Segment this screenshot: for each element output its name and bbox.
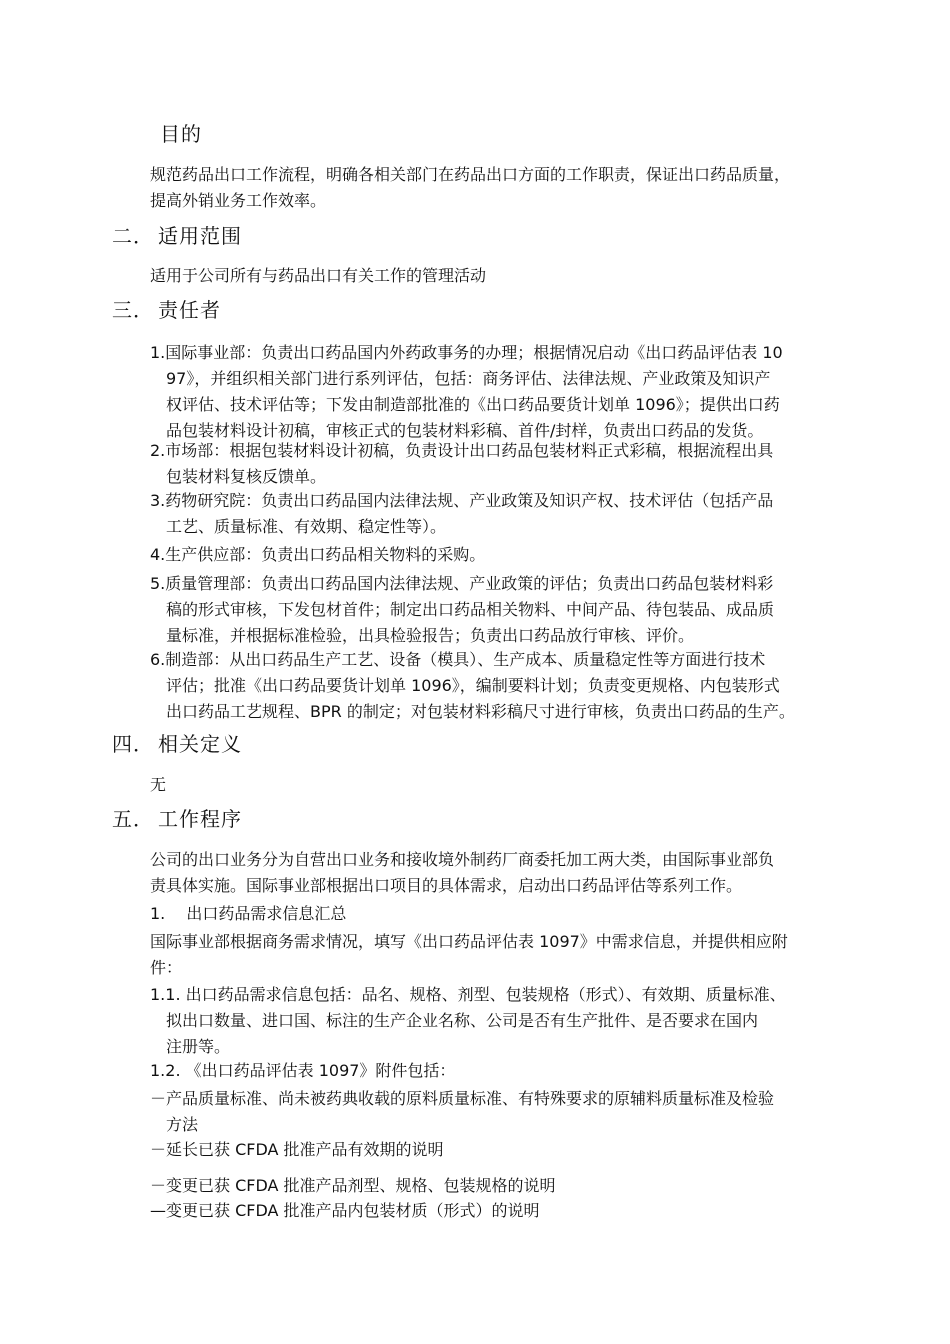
subsection-body bbox=[150, 929, 788, 981]
responsibility-item-4 bbox=[150, 542, 485, 568]
section-number: 五． bbox=[112, 807, 154, 831]
paragraph-line: 适用于公司所有与药品出口有关工作的管理活动 bbox=[150, 266, 487, 285]
attachment-bullet: －变更已获 CFDA 批准产品剂型、规格、包装规格的说明 bbox=[150, 1176, 556, 1195]
section-heading-procedure bbox=[112, 805, 242, 833]
paragraph-line: 评估；批准《出口药品要货计划单 1096》，编制要料计划；负责变更规格、内包装形式 bbox=[166, 676, 780, 695]
section-title: 适用范围 bbox=[158, 224, 242, 248]
responsibility-item-3 bbox=[150, 488, 773, 540]
section-title: 责任者 bbox=[158, 298, 221, 322]
responsibility-item-5 bbox=[150, 571, 774, 649]
section-heading-purpose bbox=[160, 120, 202, 148]
paragraph-line: 权评估、技术评估等；下发由制造部批准的《出口药品要货计划单 1096》；提供出口药 bbox=[166, 395, 780, 414]
paragraph-line: 97》，并组织相关部门进行系列评估，包括：商务评估、法律法规、产业政策及知识产 bbox=[166, 369, 771, 388]
paragraph-line: 品包装材料设计初稿，审核正式的包装材料彩稿、首件/封样，负责出口药品的发货。 bbox=[166, 421, 764, 440]
paragraph-line: 5.质量管理部：负责出口药品国内法律法规、产业政策的评估；负责出口药品包装材料彩 bbox=[150, 574, 774, 593]
paragraph-line: 提高外销业务工作效率。 bbox=[150, 191, 327, 210]
paragraph-line: 出口药品工艺规程、BPR 的制定；对包装材料彩稿尺寸进行审核，负责出口药品的生产。 bbox=[166, 702, 795, 721]
section-number: 二． bbox=[112, 224, 154, 248]
section-heading-scope bbox=[112, 222, 242, 250]
section-number: 三． bbox=[112, 298, 154, 322]
paragraph-line: 4.生产供应部：负责出口药品相关物料的采购。 bbox=[150, 545, 486, 564]
item-1-2: 1.2. 《出口药品评估表 1097》附件包括： bbox=[150, 1061, 456, 1080]
paragraph-line: 无 bbox=[150, 775, 167, 794]
section-title: 目的 bbox=[160, 122, 202, 146]
paragraph-line: 注册等。 bbox=[166, 1037, 231, 1056]
item-1-1 bbox=[150, 982, 786, 1060]
section-heading-responsibility bbox=[112, 296, 221, 324]
section-title: 工作程序 bbox=[158, 807, 242, 831]
section-body bbox=[150, 162, 790, 214]
paragraph-line: 6.制造部：从出口药品生产工艺、设备（模具）、生产成本、质量稳定性等方面进行技术 bbox=[150, 650, 766, 669]
paragraph-line: 拟出口数量、进口国、标注的生产企业名称、公司是否有生产批件、是否要求在国内 bbox=[166, 1011, 759, 1030]
paragraph-line: 稿的形式审核，下发包材首件；制定出口药品相关物料、中间产品、待包装品、成品质 bbox=[166, 600, 775, 619]
paragraph-line: 1.国际事业部：负责出口药品国内外药政事务的办理；根据情况启动《出口药品评估表 10 bbox=[150, 343, 783, 362]
paragraph-line: 国际事业部根据商务需求情况，填写《出口药品评估表 1097》中需求信息，并提供相应附 bbox=[150, 932, 788, 951]
attachment-bullet: —变更已获 CFDA 批准产品内包装材质（形式）的说明 bbox=[150, 1201, 540, 1220]
paragraph-line: －产品质量标准、尚未被药典收载的原料质量标准、有特殊要求的原辅料质量标准及检验 bbox=[150, 1089, 775, 1108]
section-heading-definitions bbox=[112, 730, 242, 758]
attachment-bullet bbox=[150, 1086, 774, 1138]
responsibility-item-2 bbox=[150, 438, 773, 490]
responsibility-item-1 bbox=[150, 340, 783, 444]
section-body bbox=[150, 772, 166, 798]
section-number: 四． bbox=[112, 732, 154, 756]
paragraph-line: 量标准，并根据标准检验，出具检验报告；负责出口药品放行审核、评价。 bbox=[166, 626, 695, 645]
paragraph-line: 3.药物研究院：负责出口药品国内法律法规、产业政策及知识产权、技术评估（包括产品 bbox=[150, 491, 774, 510]
paragraph-line: 规范药品出口工作流程，明确各相关部门在药品出口方面的工作职责，保证出口药品质量， bbox=[150, 165, 791, 184]
paragraph-line: 责具体实施。国际事业部根据出口项目的具体需求，启动出口药品评估等系列工作。 bbox=[150, 876, 743, 895]
paragraph-line: 工艺、质量标准、有效期、稳定性等）。 bbox=[166, 517, 447, 536]
paragraph-line: 1.1. 出口药品需求信息包括：品名、规格、剂型、包装规格（形式）、有效期、质量标准、 bbox=[150, 985, 786, 1004]
paragraph-line: 2.市场部：根据包装材料设计初稿，负责设计出口药品包装材料正式彩稿，根据流程出具 bbox=[150, 441, 774, 460]
paragraph-line: 公司的出口业务分为自营出口业务和接收境外制药厂商委托加工两大类，由国际事业部负 bbox=[150, 850, 775, 869]
section-body bbox=[150, 263, 486, 289]
subsection-title: 1. 出口药品需求信息汇总 bbox=[150, 904, 347, 923]
procedure-intro bbox=[150, 847, 774, 899]
attachment-bullet: －延长已获 CFDA 批准产品有效期的说明 bbox=[150, 1140, 444, 1159]
section-title: 相关定义 bbox=[158, 732, 242, 756]
responsibility-item-6 bbox=[150, 647, 795, 725]
paragraph-line: 件： bbox=[150, 958, 183, 977]
paragraph-line: 方法 bbox=[166, 1115, 199, 1134]
paragraph-line: 包装材料复核反馈单。 bbox=[166, 467, 327, 486]
